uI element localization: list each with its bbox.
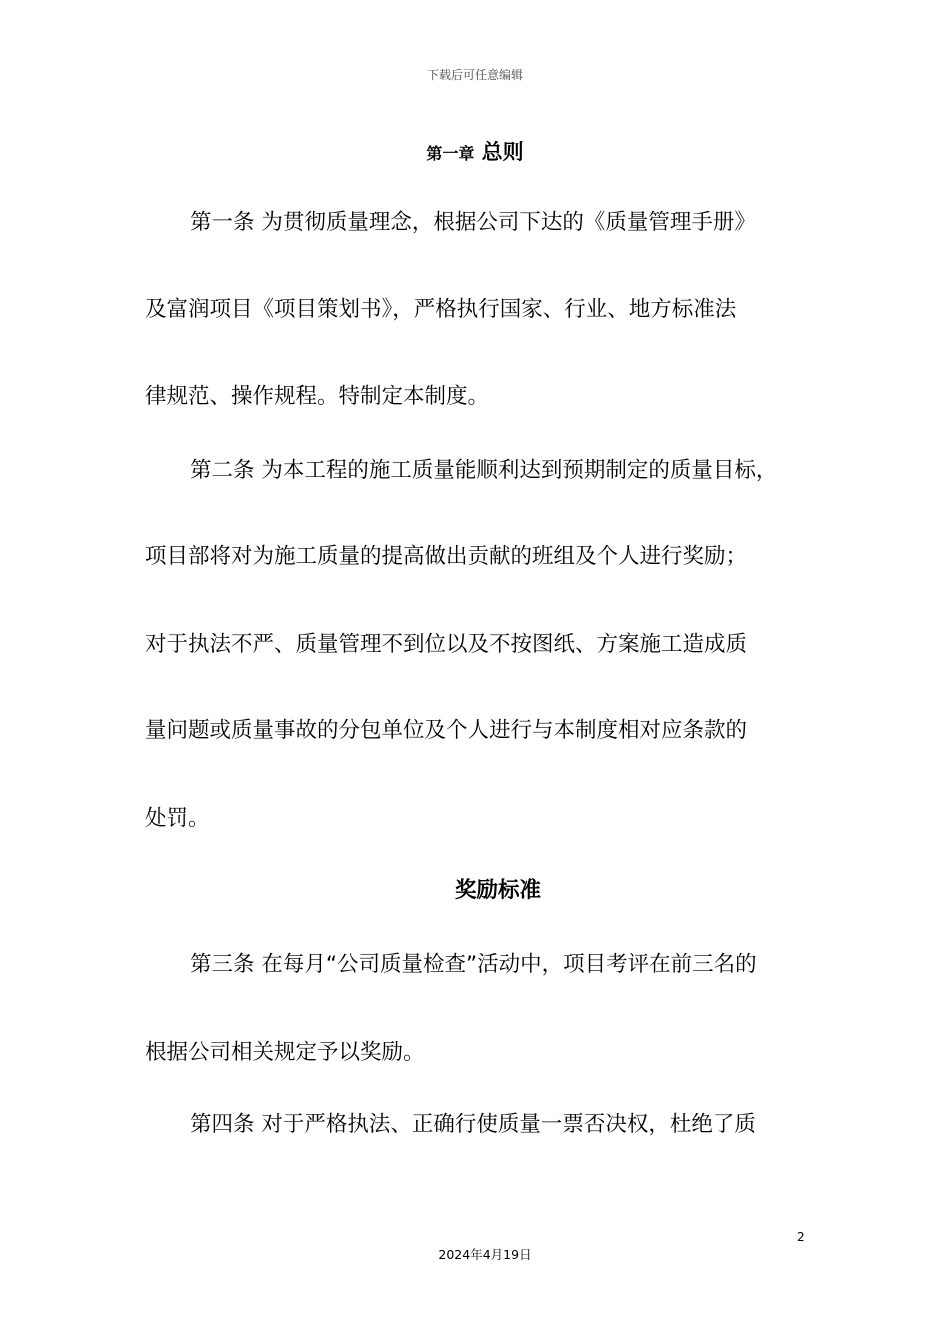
article-2-line: 第二条 为本工程的施工质量能顺利达到预期制定的质量目标， <box>190 458 778 483</box>
page-number: 2 <box>797 1230 805 1244</box>
chapter-heading <box>0 138 950 168</box>
article-1-line: 第一条 为贯彻质量理念，根据公司下达的《质量管理手册》 <box>190 210 756 235</box>
article-3-line: 第三条 在每月“公司质量检查”活动中，项目考评在前三名的 <box>190 952 757 977</box>
footer-date: 2024年4月19日 <box>438 1247 532 1262</box>
section-title: 奖励标准 <box>454 878 541 903</box>
article-2-line: 处罚。 <box>145 806 210 831</box>
article-2-line: 对于执法不严、质量管理不到位以及不按图纸、方案施工造成质 <box>145 632 748 657</box>
chapter-number: 第一章 <box>426 144 475 163</box>
article-2-line: 项目部将对为施工质量的提高做出贡献的班组及个人进行奖励； <box>145 544 748 569</box>
article-1-line: 及富润项目《项目策划书》，严格执行国家、行业、地方标准法 <box>145 297 737 322</box>
article-2-line: 量问题或质量事故的分包单位及个人进行与本制度相对应条款的 <box>145 718 748 743</box>
article-1-line: 律规范、操作规程。特制定本制度。 <box>145 384 490 409</box>
chapter-title: 总则 <box>481 140 524 164</box>
article-3-line: 根据公司相关规定予以奖励。 <box>145 1040 425 1065</box>
header-note: 下载后可任意编辑 <box>426 68 523 82</box>
article-4-line: 第四条 对于严格执法、正确行使质量一票否决权，杜绝了质 <box>190 1112 756 1137</box>
